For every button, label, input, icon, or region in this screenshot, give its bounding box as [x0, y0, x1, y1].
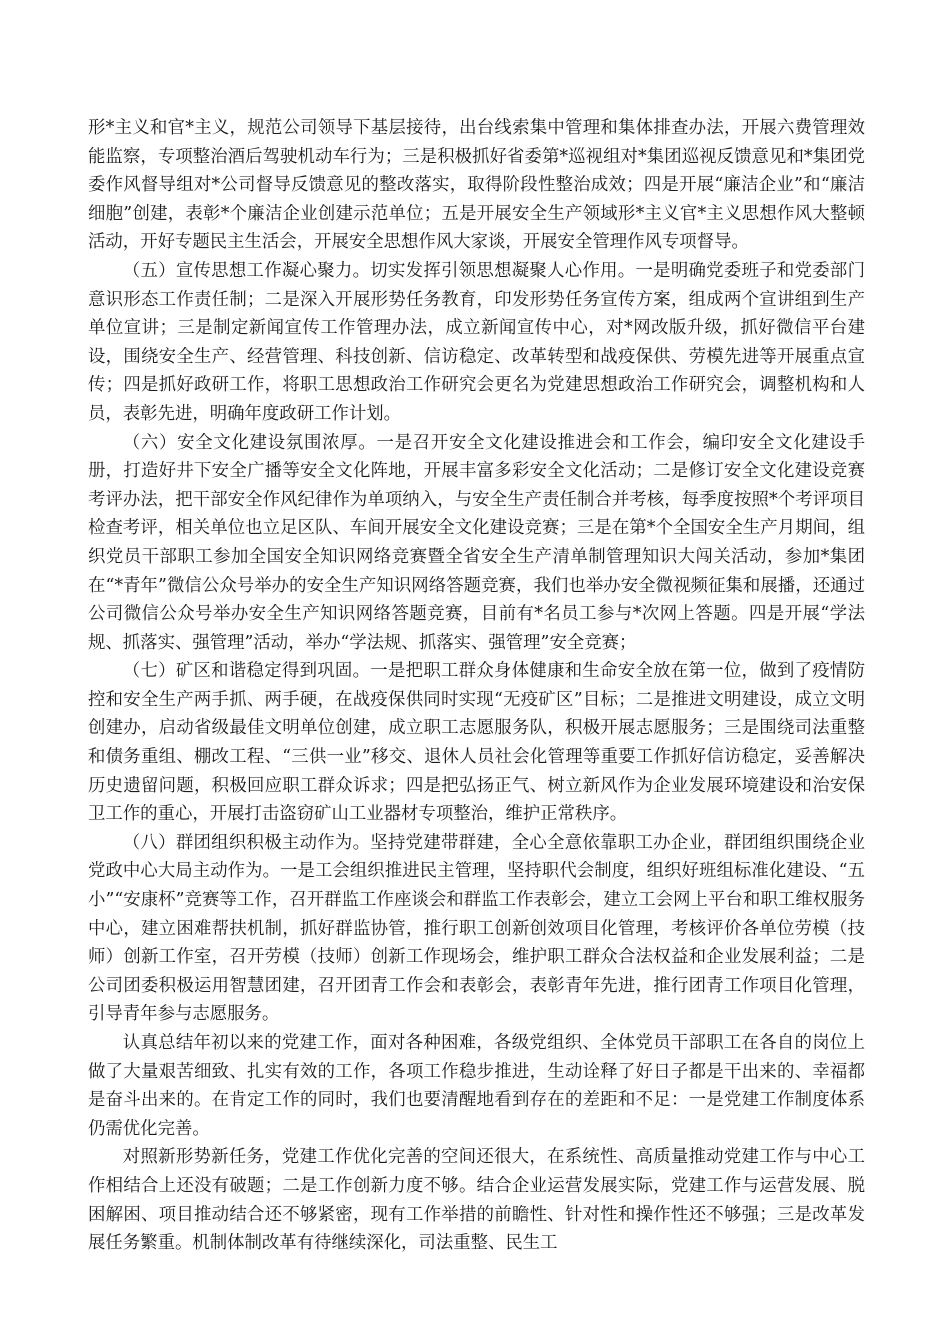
- document-body: [88, 114, 865, 1258]
- paragraph-section-6: （六）安全文化建设氛围浓厚。一是召开安全文化建设推进会和工作会，编印安全文化建设手册，打造好井下安全广播等安全文化阵地，开展丰富多彩安全文化活动；二是修订安全文化建设竞赛考评办法，把干部安全作风纪律作为单项纳入，与安全生产责任制合并考核，每季度按照*个考评项目检查考评，相关单位也立足区队、车间开展安全文化建设竞赛；三是在第*个全国安全生产月期间，组织党员干部职工参加全国安全知识网络竞赛暨全省安全生产清单制管理知识大闯关活动，参加*集团在“*青年”微信公众号举办的安全生产知识网络答题竞赛，我们也举办安全微视频征集和展播，还通过公司微信公众号举办安全生产知识网络答题竞赛，目前有*名员工参与*次网上答题。四是开展“学法规、抓落实、强管理”活动，举办“学法规、抓落实、强管理”安全竞赛；: [88, 432, 865, 653]
- paragraph-section-7: （七）矿区和谐稳定得到巩固。一是把职工群众身体健康和生命安全放在第一位，做到了疫情防控和安全生产两手抓、两手硬，在战疫保供同时实现“无疫矿区”目标；二是推进文明建设，成立文明创建办，启动省级最佳文明单位创建，成立职工志愿服务队，积极开展志愿服务；三是围绕司法重整和债务重组、棚改工程、“三供一业”移交、退休人员社会化管理等重要工作抓好信访稳定，妥善解决历史遗留问题，积极回应职工群众诉求；四是把弘扬正气、树立新风作为企业发展环境建设和治安保卫工作的重心，开展打击盗窃矿山工业器材专项整治，维护正常秩序。: [88, 661, 865, 825]
- paragraph-summary: 认真总结年初以来的党建工作，面对各种困难，各级党组织、全体党员干部职工在各自的岗位上做了大量艰苦细致、扎实有效的工作，各项工作稳步推进，生动诠释了好日子都是干出来的、幸福都是奋斗出来的。在肯定工作的同时，我们也要清醒地看到存在的差距和不足：一是党建工作制度体系仍需优化完善。: [88, 1033, 865, 1139]
- paragraph-section-5: （五）宣传思想工作凝心聚力。切实发挥引领思想凝聚人心作用。一是明确党委班子和党委部门意识形态工作责任制；二是深入开展形势任务教育，印发形势任务宣传方案，组成两个宣讲组到生产单位宣讲；三是制定新闻宣传工作管理办法，成立新闻宣传中心，对*网改版升级，抓好微信平台建设，围绕安全生产、经营管理、科技创新、信访稳定、改革转型和战疫保供、劳模先进等开展重点宣传；四是抓好政研工作，将职工思想政治工作研究会更名为党建思想政治工作研究会，调整机构和人员，表彰先进，明确年度政研工作计划。: [88, 260, 865, 424]
- paragraph-section-8: （八）群团组织积极主动作为。坚持党建带群建，全心全意依靠职工办企业，群团组织围绕企业党政中心大局主动作为。一是工会组织推进民主管理，坚持职代会制度，组织好班组标准化建设、“五小”“安康杯”竞赛等工作，召开群监工作座谈会和群监工作表彰会，建立工会网上平台和职工维权服务中心，建立困难帮扶机制，抓好群监协管，推行职工创新创效项目化管理，考核评价各单位劳模（技师）创新工作室，召开劳模（技师）创新工作现场会，维护职工群众合法权益和企业发展利益；二是公司团委积极运用智慧团建，召开团青工作会和表彰会，表彰青年先进，推行团青工作项目化管理，引导青年参与志愿服务。: [88, 832, 865, 1025]
- paragraph-continuation: 形*主义和官*主义，规范公司领导下基层接待，出台线索集中管理和集体排查办法，开展六费管理效能监察，专项整治酒后驾驶机动车行为；三是积极抓好省委第*巡视组对*集团巡视反馈意见和*集团党委作风督导组对*公司督导反馈意见的整改落实，取得阶段性整治成效；四是开展“廉洁企业”和“廉洁细胞”创建，表彰*个廉洁企业创建示范单位；五是开展安全生产领域形*主义官*主义思想作风大整顿活动，开好专题民主生活会，开展安全思想作风大家谈，开展安全管理作风专项督导。: [88, 118, 865, 253]
- paragraph-shortcomings: 对照新形势新任务，党建工作优化完善的空间还很大，在系统性、高质量推动党建工作与中心工作相结合上还没有破题；二是工作创新力度不够。结合企业运营发展实际，党建工作与运营发展、脱困解困、项目推动结合还不够紧密，现有工作举措的前瞻性、针对性和操作性还不够强；三是改革发展任务繁重。机制体制改革有待继续深化，司法重整、民生工: [88, 1147, 865, 1254]
